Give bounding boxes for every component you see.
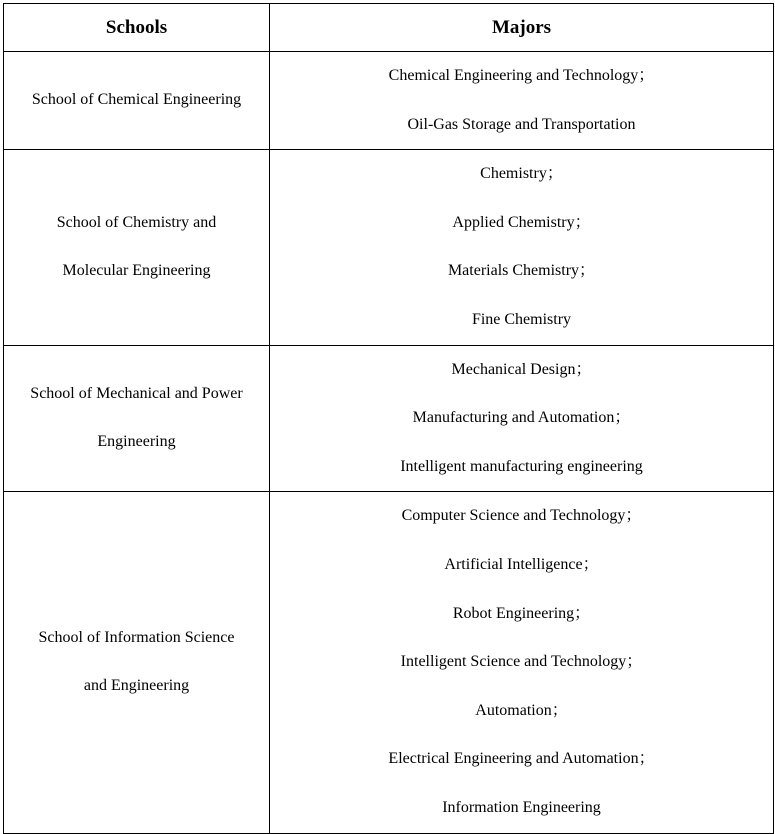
school-name-line: Molecular Engineering: [62, 262, 211, 280]
school-cell: [4, 150, 270, 345]
major-item: Fine Chemistry: [471, 310, 572, 328]
table-body: [4, 52, 774, 834]
major-item: Applied Chemistry；: [452, 213, 591, 231]
school-cell: [4, 345, 270, 492]
school-name-line: School of Chemistry and: [56, 213, 217, 231]
table-row: [4, 150, 774, 345]
majors-cell: [270, 492, 774, 833]
school-cell: [4, 52, 270, 150]
header-schools: Schools: [4, 4, 270, 52]
major-item: Computer Science and Technology；: [401, 507, 642, 525]
schools-majors-table: [3, 3, 774, 834]
majors-cell: [270, 345, 774, 492]
major-item: Electrical Engineering and Automation；: [388, 750, 655, 768]
major-item: Intelligent manufacturing engineering: [400, 457, 643, 475]
school-name-line: School of Mechanical and Power: [30, 384, 243, 402]
header-row: [4, 4, 774, 52]
school-cell: [4, 492, 270, 833]
major-item: Oil-Gas Storage and Transportation: [407, 115, 636, 133]
school-name-line: School of Chemical Engineering: [31, 91, 242, 109]
major-item: Chemistry；: [480, 165, 563, 183]
major-item: Automation；: [475, 701, 568, 719]
table-row: [4, 492, 774, 833]
major-item: Information Engineering: [442, 798, 601, 816]
major-item: Materials Chemistry；: [447, 262, 596, 280]
school-name-line: and Engineering: [83, 677, 190, 695]
majors-cell: [270, 52, 774, 150]
major-item: Mechanical Design；: [451, 360, 592, 378]
major-item: Manufacturing and Automation；: [412, 409, 631, 427]
school-name-line: School of Information Science: [38, 628, 235, 646]
school-name-line: Engineering: [97, 433, 176, 451]
major-item: Robot Engineering；: [452, 604, 591, 622]
major-item: Artificial Intelligence；: [444, 555, 599, 573]
major-item: Intelligent Science and Technology；: [400, 653, 643, 671]
table-row: [4, 52, 774, 150]
header-majors: Majors: [270, 4, 774, 52]
majors-cell: [270, 150, 774, 345]
table-row: [4, 345, 774, 492]
major-item: Chemical Engineering and Technology；: [388, 67, 655, 84]
